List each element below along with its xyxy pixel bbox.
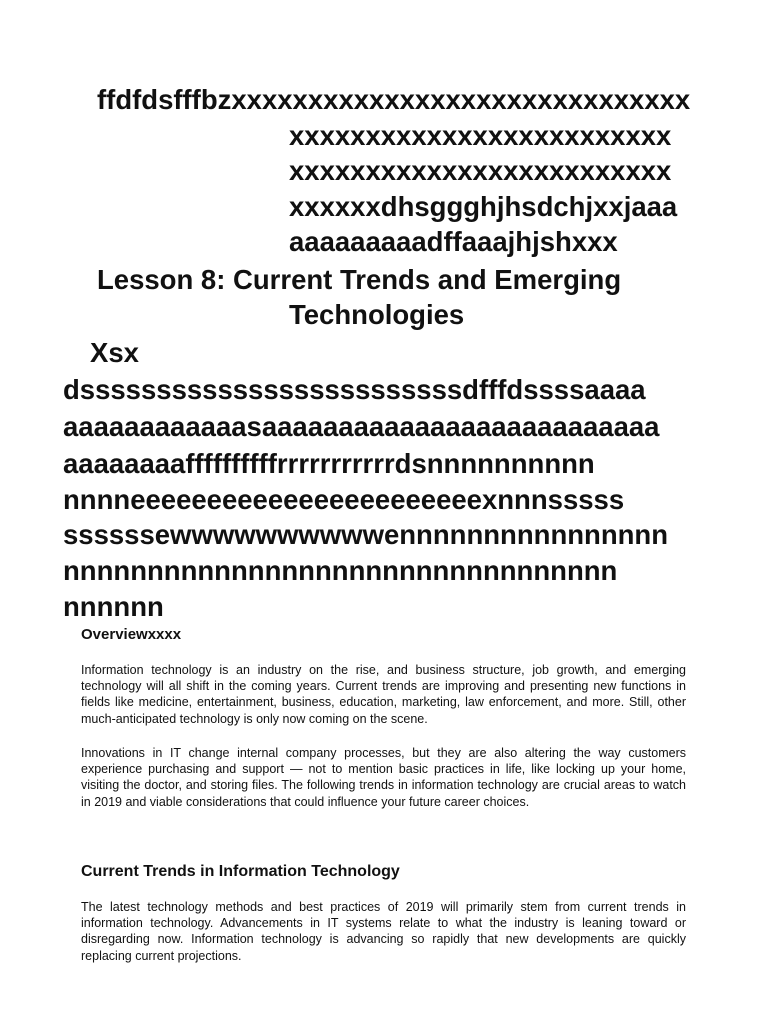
noise-line: ssssssewwwwwwwwwwennnnnnnnnnnnnnnn bbox=[63, 519, 669, 550]
xsx-text: Xsx bbox=[90, 337, 139, 368]
noise-line: nnnnnnnnnnnnnnnnnnnnnnnnnnnnnnnnn bbox=[63, 555, 618, 586]
current-trends-heading: Current Trends in Information Technology bbox=[81, 863, 400, 880]
title-line: xxxxxxdhsggghjhsdchjxxjaaa bbox=[289, 191, 678, 222]
current-trends-paragraph: The latest technology methods and best practices of 2019 will primarily stem from current trends in information technology. Advancements in IT systems relate to what the industry is leaning toward or disregarding now. Information technology is advancing so rapidly that new developments are quickly replacing current projections. bbox=[81, 900, 686, 963]
title-line: aaaaaaaaadffaaajhjshxxx bbox=[289, 226, 618, 257]
overview-paragraph: Information technology is an industry on the rise, and business structure, job growth, and emerging technology will all shift in the coming years. Current trends are improving and presenting new functions in fields like medicine, entertainment, business, education, marketing, law enforcement, and more. Still, other much-anticipated technology is only now coming on the scene. bbox=[81, 663, 686, 726]
title-line: xxxxxxxxxxxxxxxxxxxxxxxxx bbox=[289, 120, 672, 151]
lesson-title-cont: Technologies bbox=[289, 299, 465, 330]
noise-line: nnnneeeeeeeeeeeeeeeeeeeeeeexnnnsssss bbox=[63, 484, 625, 515]
overview-paragraph: Innovations in IT change internal company processes, but they are also altering the way customers experience purchasing and support — not to mention basic practices in life, like locking up your home, visiting the doctor, and storing files. The following trends in information technology are crucial areas to watch in 2019 and viable considerations that could influence your future career choices. bbox=[81, 746, 686, 809]
noise-line: dsssssssssssssssssssssssssdfffdssssaaaa bbox=[63, 374, 646, 405]
overview-heading: Overviewxxxx bbox=[81, 626, 182, 643]
title-line: ffdfdsfffbzxxxxxxxxxxxxxxxxxxxxxxxxxxxxxx bbox=[97, 84, 691, 115]
noise-line: aaaaaaaaffffffffffrrrrrrrrrrrdsnnnnnnnnnn bbox=[63, 448, 595, 479]
lesson-title: Lesson 8: Current Trends and Emerging bbox=[97, 264, 622, 295]
title-line: xxxxxxxxxxxxxxxxxxxxxxxxx bbox=[289, 155, 672, 186]
noise-line: nnnnnn bbox=[63, 591, 164, 622]
noise-line: aaaaaaaaaaaasaaaaaaaaaaaaaaaaaaaaaaaaaa bbox=[63, 411, 660, 442]
